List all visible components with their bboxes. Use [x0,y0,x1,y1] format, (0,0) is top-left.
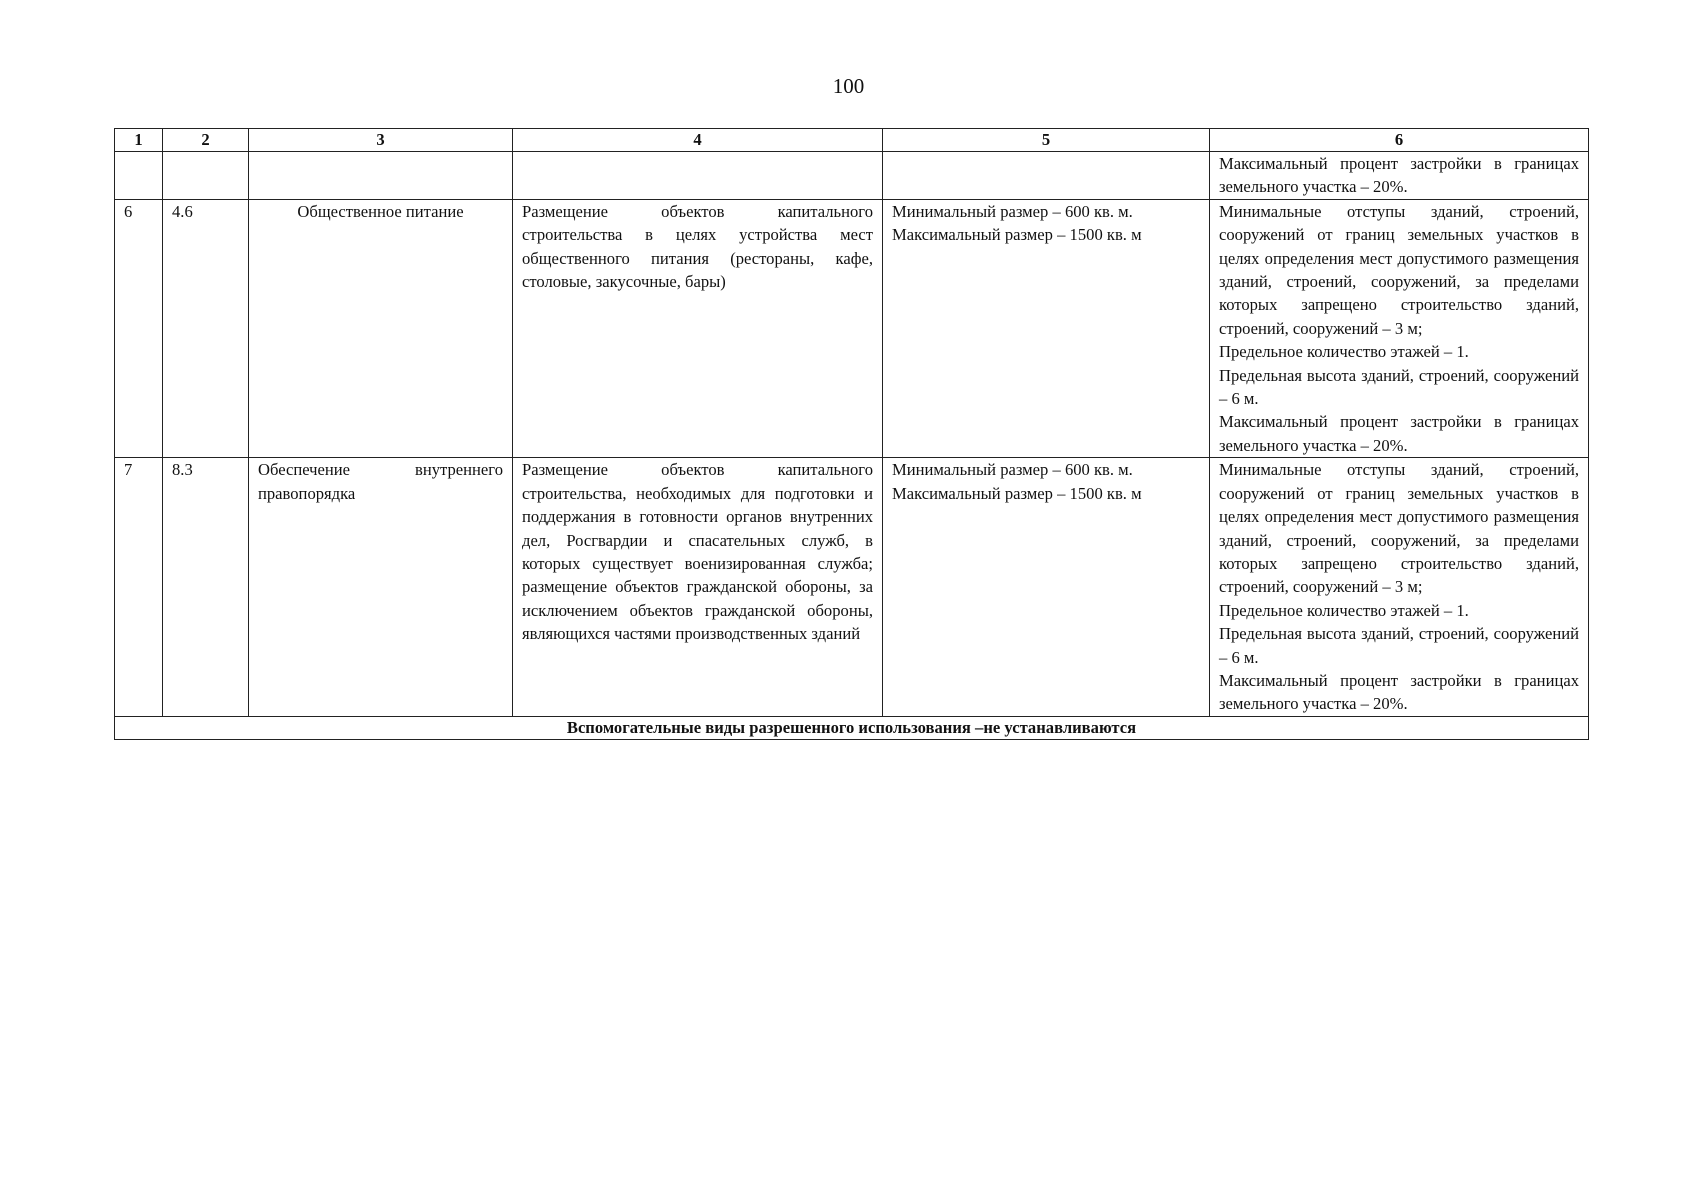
row-number: 6 [115,199,163,457]
column-header: 2 [163,129,249,152]
column-header: 1 [115,129,163,152]
coverage-text: Максимальный процент застройки в границах земельного участка – 20%. [1219,412,1579,455]
use-description: Размещение объектов капитального строительства, необходимых для подготовки и поддержания в готовности органов внутренних дел, Росгвардии и спасательных служб, в которых существует военизированная служба; размещение объектов гражданской обороны, за исключением объектов гражданской обороны, являющихся частями производственных зданий [513,458,883,716]
table-row [115,199,1589,457]
column-header: 6 [1210,129,1589,152]
page-number: 100 [832,74,865,98]
table-row [115,458,1589,716]
table-footer-row [115,716,1589,739]
use-code: 8.3 [163,458,249,716]
use-description: Размещение объектов капитального строительства в целях устройства мест общественного питания (рестораны, кафе, столовые, закусочные, бары) [513,199,883,457]
max-coverage-text: Максимальный процент застройки в границах земельного участка – 20%. [1210,152,1589,200]
parameters-cell [1210,199,1589,457]
use-code: 4.6 [163,199,249,457]
column-header: 4 [513,129,883,152]
floors-text: Предельное количество этажей – 1. [1219,600,1469,620]
table-header-row [115,129,1589,152]
plot-size-cell [883,458,1210,716]
max-size-text: Максимальный размер – 1500 кв. м [892,483,1142,503]
row-number: 7 [115,458,163,716]
column-header: 3 [249,129,513,152]
height-text: Предельная высота зданий, строений, сооружений – 6 м. [1219,624,1579,667]
coverage-text: Максимальный процент застройки в границах земельного участка – 20%. [1219,670,1579,714]
auxiliary-uses-note: Вспомогательные виды разрешенного использования –не устанавливаются [115,716,1589,739]
use-name: Общественное питание [249,199,513,457]
regulations-table [114,128,1589,740]
parameters-cell [1210,458,1589,716]
column-header: 5 [883,129,1210,152]
setbacks-text: Минимальные отступы зданий, строений, сооружений от границ земельных участков в целях определения мест допустимого размещения зданий, строений, сооружений, за пределами которых запрещено строительство зданий, строений, сооружений – 3 м; [1219,460,1579,597]
use-name: Обеспечение внутреннего правопорядка [249,458,513,716]
setbacks-text: Минимальные отступы зданий, строений, сооружений от границ земельных участков в целях определения мест допустимого размещения зданий, строений, сооружений, за пределами которых запрещено строительство зданий, строений, сооружений – 3 м; [1219,201,1579,338]
max-size-text: Максимальный размер – 1500 кв. м [892,225,1142,245]
min-size-text: Минимальный размер – 600 кв. м. [892,460,1133,480]
height-text: Предельная высота зданий, строений, сооружений – 6 м. [1219,365,1579,409]
plot-size-cell [883,199,1210,457]
min-size-text: Минимальный размер – 600 кв. м. [892,201,1133,221]
table-row-continuation [115,152,1589,200]
floors-text: Предельное количество этажей – 1. [1219,342,1469,362]
